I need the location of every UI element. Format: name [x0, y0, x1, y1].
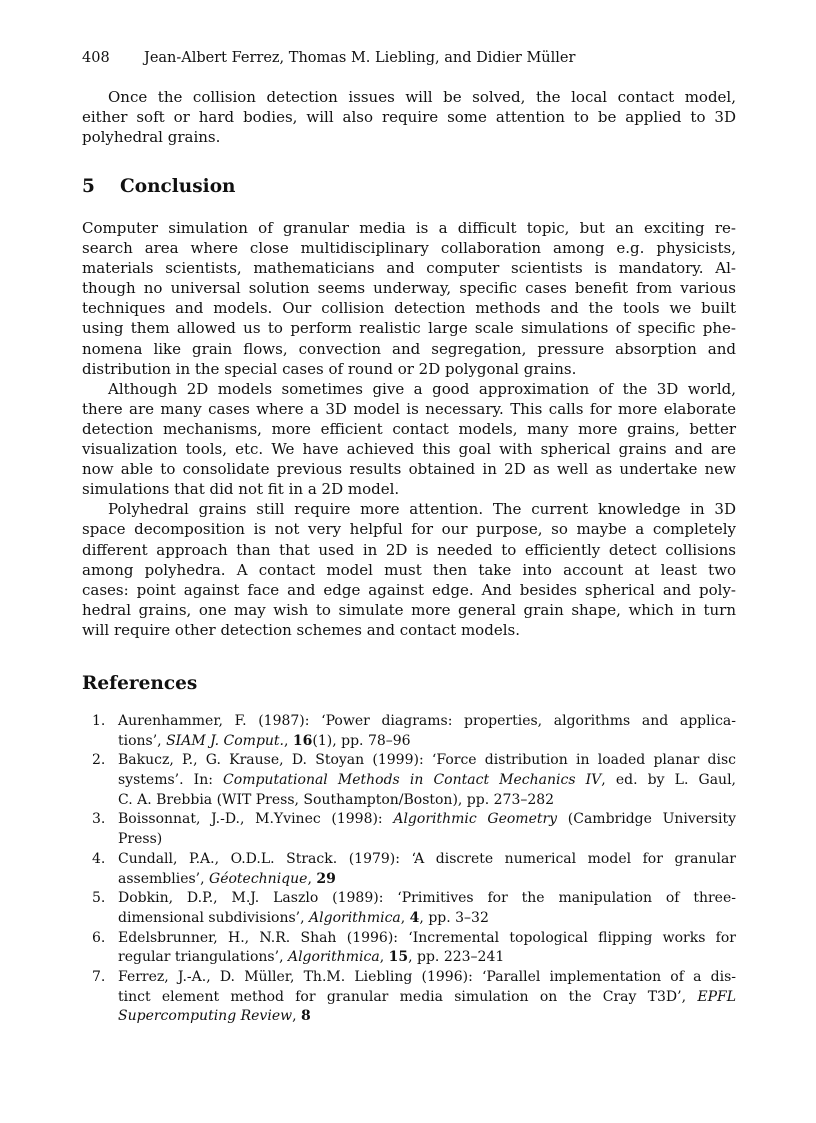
reference-text: assemblies’,: [118, 870, 210, 887]
text-line: search area where close multidisciplinary collaboration among e.g. physicists,: [82, 239, 736, 258]
text-line: Polyhedral grains still require more attention. The current knowledge in 3D: [108, 500, 736, 519]
reference-italic: Computational Methods in Contact Mechanics IV: [223, 772, 602, 789]
text-line: now able to consolidate previous results obtained in 2D as well as undertake new: [82, 460, 736, 479]
header-authors: Jean-Albert Ferrez, Thomas M. Liebling, and Didier Müller: [144, 50, 576, 66]
paragraph: [82, 499, 736, 640]
paragraph: [82, 379, 736, 500]
section-title: Conclusion: [120, 176, 236, 197]
reference-volume: 15: [388, 949, 409, 966]
text-line: nomena like grain flows, convection and segregation, pressure absorption and: [82, 339, 736, 358]
text-line: cases: point against face and edge against edge. And besides spherical and poly-: [82, 580, 736, 599]
reference-italic: Algorithmica: [309, 909, 401, 926]
text-line: materials scientists, mathematicians and computer scientists is mandatory. Al-: [82, 259, 736, 278]
reference-line: [118, 830, 736, 850]
references-heading: References: [82, 673, 198, 694]
reference-line: [118, 732, 736, 752]
text-line: Although 2D models sometimes give a good approximation of the 3D world,: [108, 379, 736, 398]
reference-text: Edelsbrunner, H., N.R. Shah (1996): ‘Incremental topological flipping works for: [118, 929, 736, 946]
reference-item: [82, 751, 736, 810]
reference-line: [118, 1007, 736, 1027]
reference-item: [82, 889, 736, 928]
reference-text: Ferrez, J.-A., D. Müller, Th.M. Liebling (1996): ‘Parallel implementation of a dis-: [118, 968, 736, 985]
text-line: techniques and models. Our collision detection methods and the tools we built: [82, 299, 736, 318]
reference-italic: Algorithmica: [287, 949, 380, 966]
reference-line: [118, 771, 736, 791]
reference-text: Dobkin, D.P., M.J. Laszlo (1989): ‘Primitives for the manipulation of three-: [118, 890, 736, 907]
reference-volume: 16: [292, 732, 313, 749]
section-number: 5: [82, 176, 95, 197]
text-line: detection mechanisms, more efficient contact models, many more grains, better: [82, 419, 736, 438]
reference-number: 3.: [92, 811, 106, 828]
text-line: polyhedral grains.: [82, 128, 221, 147]
reference-number: 1.: [92, 713, 106, 729]
reference-italic: EPFL: [697, 988, 736, 1005]
page-number: 408: [82, 50, 110, 66]
text-line: different approach than that used in 2D is needed to efficiently detect collisions: [82, 540, 736, 559]
text-line: either soft or hard bodies, will also require some attention to be applied to 3D: [82, 108, 736, 127]
text-line: Once the collision detection issues will be solved, the local contact model,: [108, 88, 736, 106]
reference-text: , pp. 3–32: [419, 909, 489, 926]
reference-line: [118, 810, 736, 830]
reference-text: ,: [307, 870, 317, 887]
reference-text: (Cambridge University: [557, 811, 736, 828]
reference-text: (1), pp. 78–96: [312, 732, 411, 749]
reference-text: ,: [379, 949, 389, 966]
reference-text: Bakucz, P., G. Krause, D. Stoyan (1999): ‘Force distribution in loaded planar disc: [118, 752, 736, 769]
reference-number: 7.: [92, 968, 106, 985]
reference-line: [118, 968, 736, 988]
reference-item: [82, 712, 736, 751]
reference-number: 2.: [92, 752, 106, 769]
text-line: there are many cases where a 3D model is necessary. This calls for more elaborate: [82, 399, 736, 418]
reference-text: Press): [118, 831, 163, 848]
reference-line: [118, 751, 736, 771]
reference-italic: Supercomputing Review: [118, 1008, 293, 1025]
intro-paragraph: [82, 87, 736, 147]
reference-list: [82, 712, 736, 1027]
reference-text: Cundall, P.A., O.D.L. Strack. (1979): ‘A discrete numerical model for granular: [118, 850, 736, 867]
running-header: [82, 48, 736, 68]
paragraph: [82, 218, 736, 379]
reference-text: tinct element method for granular media simulation on the Cray T3D’,: [118, 988, 698, 1005]
reference-line: [118, 850, 736, 870]
reference-text: Aurenhammer, F. (1987): ‘Power diagrams: properties, algorithms and applica-: [118, 713, 736, 729]
reference-text: ,: [292, 1008, 301, 1025]
reference-item: [82, 968, 736, 1027]
reference-line: [118, 712, 736, 732]
reference-number: 4.: [92, 850, 106, 867]
reference-text: , ed. by L. Gaul,: [601, 772, 737, 789]
reference-text: dimensional subdivisions’,: [118, 909, 310, 926]
text-line: visualization tools, etc. We have achieved this goal with spherical grains and are: [82, 440, 736, 459]
text-line: distribution in the special cases of round or 2D polygonal grains.: [82, 359, 577, 378]
reference-number: 6.: [92, 929, 106, 946]
reference-volume: 8: [301, 1008, 311, 1025]
reference-text: regular triangulations’,: [118, 949, 288, 966]
reference-text: C. A. Brebbia (WIT Press, Southampton/Boston), pp. 273–282: [118, 791, 555, 808]
text-line: simulations that did not fit in a 2D model.: [82, 480, 400, 499]
reference-line: [118, 988, 736, 1008]
reference-number: 5.: [92, 890, 106, 907]
reference-italic: Géotechnique: [209, 870, 308, 887]
reference-line: [118, 948, 736, 968]
reference-text: , pp. 223–241: [408, 949, 505, 966]
section-heading-conclusion: [82, 175, 236, 199]
reference-line: [118, 889, 736, 909]
reference-text: systems’. In:: [118, 772, 224, 789]
reference-item: [82, 929, 736, 968]
reference-italic: Algorithmic Geometry: [393, 811, 558, 828]
text-line: hedral grains, one may wish to simulate more general grain shape, which in turn: [82, 600, 736, 619]
text-line: among polyhedra. A contact model must then take into account at least two: [82, 560, 736, 579]
conclusion-body: [82, 218, 736, 640]
reference-text: ,: [400, 909, 410, 926]
reference-volume: 4: [409, 909, 420, 926]
reference-text: Boissonnat, J.-D., M.Yvinec (1998):: [118, 811, 394, 828]
reference-italic: SIAM J. Comput.: [166, 732, 285, 749]
reference-item: [82, 850, 736, 889]
reference-text: tions’,: [118, 732, 167, 749]
reference-text: ,: [284, 732, 293, 749]
reference-volume: 29: [316, 870, 336, 887]
reference-line: [118, 791, 736, 811]
text-line: Computer simulation of granular media is a difficult topic, but an exciting re-: [82, 219, 736, 237]
reference-line: [118, 929, 736, 949]
text-line: though no universal solution seems underway, specific cases benefit from various: [82, 279, 736, 298]
text-line: will require other detection schemes and contact models.: [82, 620, 520, 639]
reference-item: [82, 810, 736, 849]
reference-line: [118, 909, 736, 929]
text-line: using them allowed us to perform realistic large scale simulations of specific phe-: [82, 319, 736, 338]
reference-line: [118, 870, 736, 890]
text-line: space decomposition is not very helpful for our purpose, so maybe a completely: [82, 520, 736, 539]
